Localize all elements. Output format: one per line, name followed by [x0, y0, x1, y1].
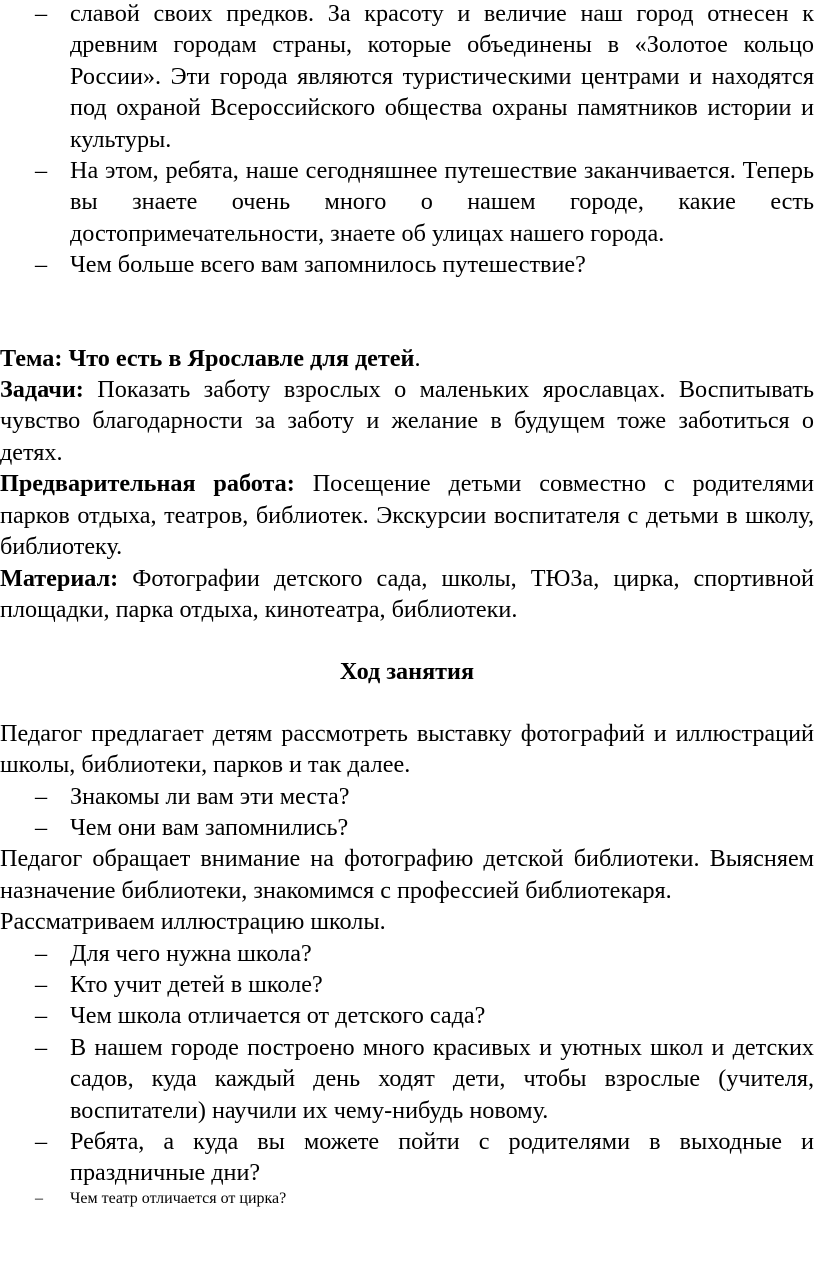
list-item-text: В нашем городе построено много красивых и уютных школ и детских садов, куда каждый день ходят дети, чтобы взрослые (учителя, воспитатели) научили их чему-нибудь новому. — [70, 1033, 814, 1124]
list-dash: – — [35, 1002, 48, 1030]
list-item — [0, 969, 814, 1000]
spacer — [0, 688, 814, 718]
list-item-text: Ребята, а куда вы можете пойти с родителями в выходные и праздничные дни? — [70, 1128, 814, 1187]
list-item — [0, 0, 814, 155]
list-item — [0, 781, 814, 812]
topic-suffix: . — [414, 344, 421, 372]
list-dash: – — [35, 157, 48, 185]
list-dash: – — [35, 251, 48, 279]
list-item — [0, 1000, 814, 1031]
list-item — [0, 155, 814, 249]
lesson-preparation — [0, 468, 814, 562]
list-item — [0, 812, 814, 843]
list-item — [0, 938, 814, 969]
course-paragraph: Педагог предлагает детям рассмотреть выставку фотографий и иллюстраций школы, библиотеки, парков и так далее. — [0, 719, 814, 779]
preparation-label: Предварительная работа: — [0, 470, 295, 498]
topic-label: Тема: Что есть в Ярославле для детей — [0, 344, 415, 372]
list-item-text: Кто учит детей в школе? — [70, 970, 323, 998]
list-item-text: На этом, ребята, наше сегодняшнее путешествие заканчивается. Теперь вы знаете очень много о нашем городе, какие есть достопримечательности, знаете об улицах нашего города. — [70, 157, 814, 247]
question-list — [0, 938, 814, 1209]
list-item-text: Чем театр отличается от цирка? — [70, 1189, 287, 1207]
tasks-label: Задачи: — [0, 376, 84, 404]
list-item-text: славой своих предков. За красоту и величие наш город отнесен к древним городам страны, которые объединены в «Золотое кольцо России». Эти города являются туристическими центрами и находятся под охраной Всероссийского общества охраны памятников истории и культуры. — [70, 0, 814, 153]
section-heading: Ход занятия — [339, 658, 475, 686]
list-item-text: Для чего нужна школа? — [70, 939, 312, 967]
question-list — [0, 781, 814, 844]
lesson-topic — [0, 343, 814, 374]
spacer — [0, 281, 814, 343]
list-dash: – — [35, 970, 48, 998]
list-item — [0, 1126, 814, 1189]
list-dash: – — [35, 782, 48, 810]
list-item-text: Чем они вам запомнились? — [70, 813, 349, 841]
list-item — [0, 1189, 814, 1209]
list-dash: – — [35, 0, 48, 27]
lesson-tasks — [0, 374, 814, 468]
list-dash: – — [35, 939, 48, 967]
list-dash: – — [35, 1033, 48, 1061]
lesson-material — [0, 563, 814, 626]
list-item-text: Чем школа отличается от детского сада? — [70, 1002, 486, 1030]
list-dash: – — [35, 813, 48, 841]
intro-list — [0, 0, 814, 281]
material-text: Фотографии детского сада, школы, ТЮЗа, цирка, спортивной площадки, парка отдыха, кинотеатра, библиотеки. — [0, 564, 814, 623]
list-item — [0, 1032, 814, 1126]
material-label: Материал: — [0, 564, 119, 592]
list-item-text: Чем больше всего вам запомнилось путешествие? — [70, 251, 586, 279]
list-item — [0, 249, 814, 280]
preparation-text: Посещение детьми совместно с родителями парков отдыха, театров, библиотек. Экскурсии воспитателя с детьми в школу, библиотеку. — [0, 470, 814, 561]
list-dash: – — [35, 1189, 43, 1207]
tasks-text: Показать заботу взрослых о маленьких ярославцах. Воспитывать чувство благодарности за заботу и желание в будущем тоже заботиться о детях. — [0, 376, 814, 466]
list-dash: – — [35, 1128, 48, 1155]
course-paragraph: Рассматриваем иллюстрацию школы. — [0, 908, 386, 936]
course-paragraph: Педагог обращает внимание на фотографию детской библиотеки. Выясняем назначение библиотеки, знакомимся с профессией библиотекаря. — [0, 845, 814, 904]
list-item-text: Знакомы ли вам эти места? — [70, 782, 350, 810]
spacer — [0, 625, 814, 656]
